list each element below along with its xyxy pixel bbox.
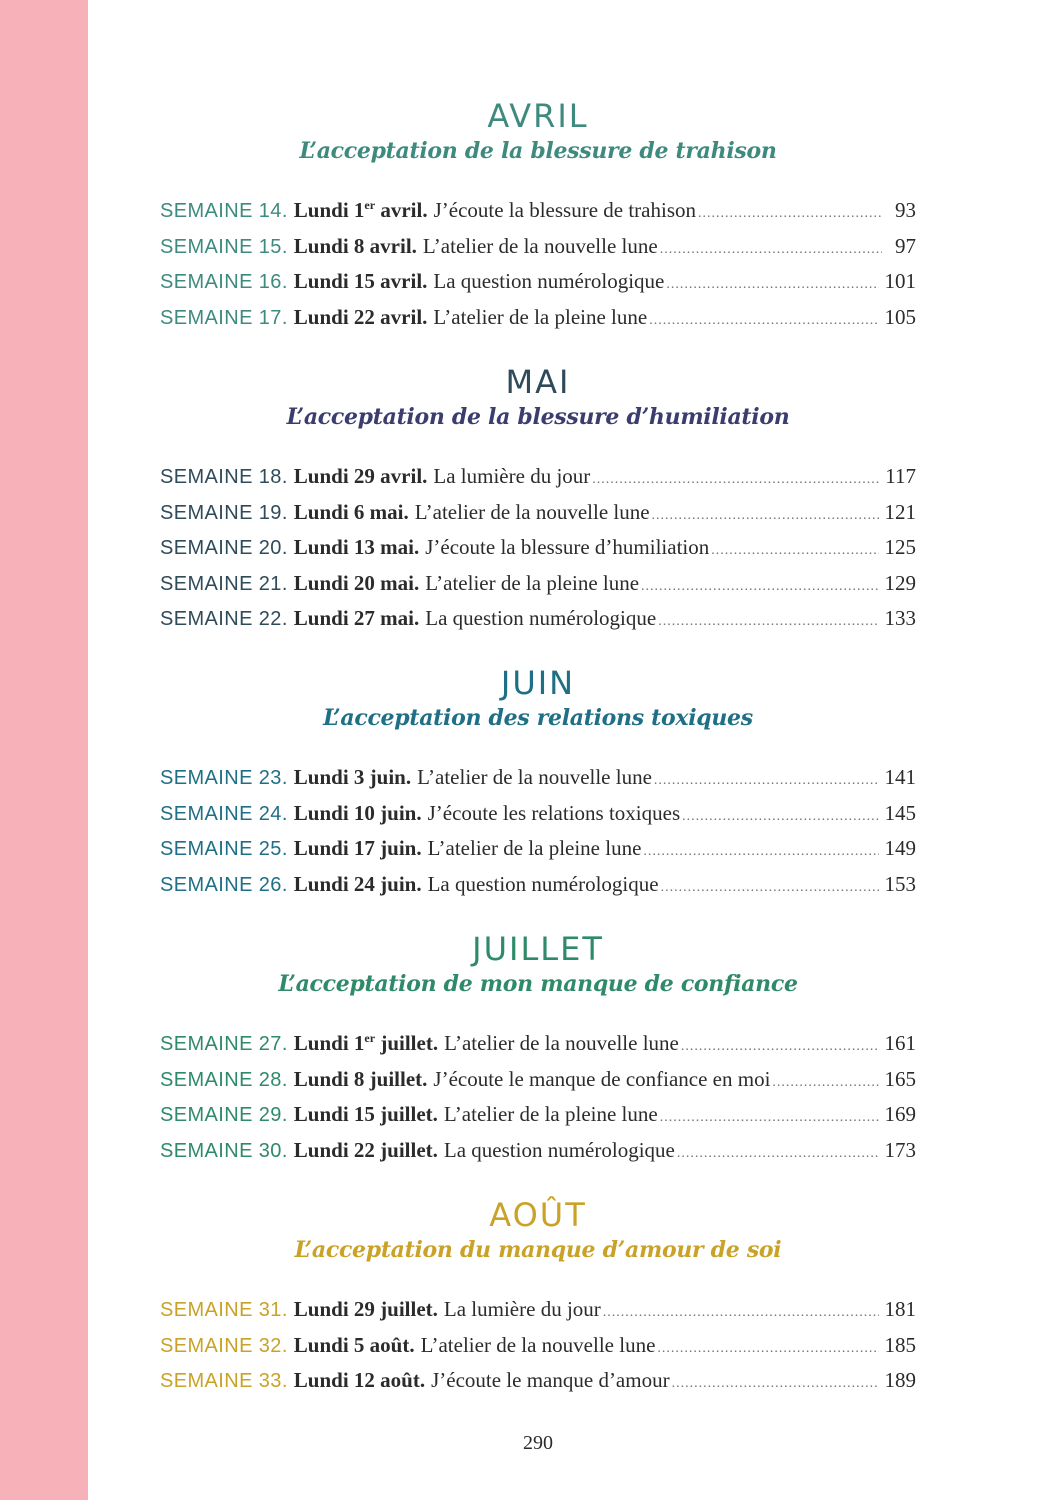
side-color-band: [0, 0, 88, 1500]
dot-leader: [592, 462, 879, 498]
entry-title: L’atelier de la nouvelle lune: [422, 233, 658, 258]
entry-title: La lumière du jour: [443, 1297, 601, 1321]
week-label: SEMAINE 28.: [160, 1068, 288, 1091]
entry-title: L’atelier de la nouvelle lune: [444, 1031, 679, 1055]
toc-entry[interactable]: [160, 193, 916, 229]
month-subtitle: L’acceptation des relations toxiques: [323, 705, 753, 731]
page-number: 290: [523, 1432, 553, 1454]
entry-title: J’écoute la blessure d’humiliation: [425, 535, 710, 560]
toc-entry[interactable]: [160, 566, 916, 602]
entry-date: Lundi 3 juin.: [293, 765, 412, 789]
entry-date: Lundi 29 juillet.: [293, 1297, 438, 1321]
page-ref: 133: [884, 606, 916, 631]
dot-leader: [657, 1331, 878, 1367]
entry-date: Lundi 22 juillet.: [293, 1137, 438, 1162]
dot-leader: [672, 1366, 879, 1402]
month-title: AVRIL: [487, 97, 589, 135]
entry-date: Lundi 17 juin.: [293, 836, 422, 861]
entry-title: L’atelier de la pleine lune: [443, 1102, 658, 1127]
week-label: SEMAINE 30.: [160, 1139, 288, 1162]
entry-date: Lundi 22 avril.: [293, 304, 428, 329]
page-ref: 129: [884, 570, 916, 595]
entry-date: Lundi 10 juin.: [293, 800, 422, 825]
page-ref: 185: [884, 1332, 916, 1357]
entry-title: L’atelier de la pleine lune: [427, 836, 642, 861]
week-label: SEMAINE 16.: [160, 271, 288, 294]
entry-date: Lundi 15 avril.: [293, 269, 428, 294]
month-subtitle: L’acceptation de mon manque de confiance: [278, 971, 798, 997]
week-label: SEMAINE 27.: [160, 1033, 288, 1055]
toc-entry[interactable]: [160, 867, 916, 903]
entry-title: La question numérologique: [427, 871, 659, 896]
toc-entry[interactable]: [160, 1062, 916, 1098]
entry-date: Lundi 6 mai.: [293, 499, 409, 524]
week-label: SEMAINE 32.: [160, 1334, 288, 1357]
week-label: SEMAINE 31.: [160, 1299, 288, 1321]
entry-title: La question numérologique: [443, 1137, 675, 1162]
entry-title: L’atelier de la pleine lune: [433, 304, 648, 329]
entry-date: Lundi 24 juin.: [293, 871, 422, 896]
dot-leader: [711, 533, 878, 569]
entry-date: Lundi 27 mai.: [293, 606, 420, 631]
page-ref: 145: [884, 800, 916, 825]
page-ref: 121: [884, 499, 916, 524]
toc-entry[interactable]: [160, 1328, 916, 1364]
entry-date: Lundi 5 août.: [293, 1332, 415, 1357]
toc-entry[interactable]: [160, 229, 916, 265]
dot-leader: [658, 604, 878, 640]
toc-entry[interactable]: [160, 459, 916, 495]
dot-leader: [654, 763, 879, 799]
page-ref: 169: [884, 1102, 916, 1127]
entry-title: L’atelier de la nouvelle lune: [414, 499, 650, 524]
entry-title: L’atelier de la nouvelle lune: [417, 765, 652, 789]
dot-leader: [682, 799, 878, 835]
week-label: SEMAINE 20.: [160, 537, 288, 560]
entry-date: Lundi 29 avril.: [293, 464, 428, 488]
entry-date: Lundi 13 mai.: [293, 535, 420, 560]
toc-entry[interactable]: [160, 831, 916, 867]
month-title: JUILLET: [472, 930, 604, 968]
entry-title: La question numérologique: [433, 269, 665, 294]
entry-title: La question numérologique: [425, 606, 657, 631]
week-label: SEMAINE 22.: [160, 608, 288, 631]
dot-leader: [677, 1136, 879, 1172]
toc-entry[interactable]: [160, 264, 916, 300]
week-label: SEMAINE 25.: [160, 838, 288, 861]
entry-title: J’écoute le manque de confiance en moi: [433, 1066, 771, 1091]
toc-entry[interactable]: [160, 495, 916, 531]
month-subtitle: L’acceptation du manque d’amour de soi: [294, 1237, 782, 1263]
toc-entry[interactable]: [160, 1133, 916, 1169]
month-subtitle: L’acceptation de la blessure de trahison: [299, 138, 777, 164]
week-label: SEMAINE 21.: [160, 572, 288, 595]
entry-date: Lundi 8 juillet.: [293, 1066, 428, 1091]
dot-leader: [660, 232, 882, 268]
dot-leader: [666, 267, 878, 303]
dot-leader: [643, 834, 878, 870]
entry-date: Lundi 12 août.: [293, 1368, 426, 1393]
dot-leader: [603, 1295, 879, 1331]
dot-leader: [661, 870, 879, 906]
page-ref: 173: [884, 1137, 916, 1162]
toc-entry[interactable]: [160, 760, 916, 796]
dot-leader: [652, 498, 879, 534]
entry-date: Lundi 1er juillet.: [293, 1031, 439, 1055]
entry-title: J’écoute la blessure de trahison: [433, 198, 696, 222]
month-title: AOÛT: [489, 1196, 587, 1234]
dot-leader: [660, 1100, 879, 1136]
toc-entry[interactable]: [160, 601, 916, 637]
toc-entry[interactable]: [160, 1097, 916, 1133]
week-label: SEMAINE 19.: [160, 501, 288, 524]
page-ref: 189: [884, 1368, 916, 1393]
page-ref: 153: [884, 871, 916, 896]
toc-entry[interactable]: [160, 1292, 916, 1328]
toc-entry[interactable]: [160, 300, 916, 336]
dot-leader: [681, 1029, 879, 1065]
week-label: SEMAINE 14.: [160, 200, 288, 222]
week-label: SEMAINE 26.: [160, 873, 288, 896]
week-label: SEMAINE 23.: [160, 767, 288, 789]
entry-title: L’atelier de la pleine lune: [425, 570, 640, 595]
toc-entry[interactable]: [160, 796, 916, 832]
entry-date: Lundi 1er avril.: [293, 198, 428, 222]
page-ref: 105: [884, 304, 916, 329]
week-label: SEMAINE 18.: [160, 466, 288, 488]
page-ref: 97: [895, 233, 916, 258]
week-label: SEMAINE 17.: [160, 306, 288, 329]
month-title: MAI: [505, 363, 571, 401]
page-ref: 161: [884, 1031, 916, 1055]
dot-leader: [772, 1065, 878, 1101]
month-subtitle: L’acceptation de la blessure d’humiliation: [286, 404, 790, 430]
page-ref: 125: [884, 535, 916, 560]
page-ref: 149: [884, 836, 916, 861]
page-ref: 165: [884, 1066, 916, 1091]
toc-entry[interactable]: [160, 530, 916, 566]
page-ref: 93: [895, 198, 916, 222]
entry-date: Lundi 20 mai.: [293, 570, 420, 595]
dot-leader: [641, 569, 878, 605]
entry-title: J’écoute les relations toxiques: [427, 800, 681, 825]
entry-title: La lumière du jour: [433, 464, 591, 488]
page-ref: 117: [885, 464, 916, 488]
week-label: SEMAINE 29.: [160, 1104, 288, 1127]
toc-entry[interactable]: [160, 1363, 916, 1399]
entry-date: Lundi 8 avril.: [293, 233, 417, 258]
week-label: SEMAINE 24.: [160, 802, 288, 825]
week-label: SEMAINE 15.: [160, 235, 288, 258]
week-label: SEMAINE 33.: [160, 1370, 288, 1393]
entry-title: L’atelier de la nouvelle lune: [420, 1332, 656, 1357]
month-title: JUIN: [500, 664, 576, 702]
page-ref: 181: [884, 1297, 916, 1321]
dot-leader: [649, 303, 878, 339]
page-ref: 141: [884, 765, 916, 789]
entry-date: Lundi 15 juillet.: [293, 1102, 438, 1127]
page-ref: 101: [884, 269, 916, 294]
dot-leader: [698, 196, 882, 232]
toc-entry[interactable]: [160, 1026, 916, 1062]
entry-title: J’écoute le manque d’amour: [431, 1368, 670, 1393]
